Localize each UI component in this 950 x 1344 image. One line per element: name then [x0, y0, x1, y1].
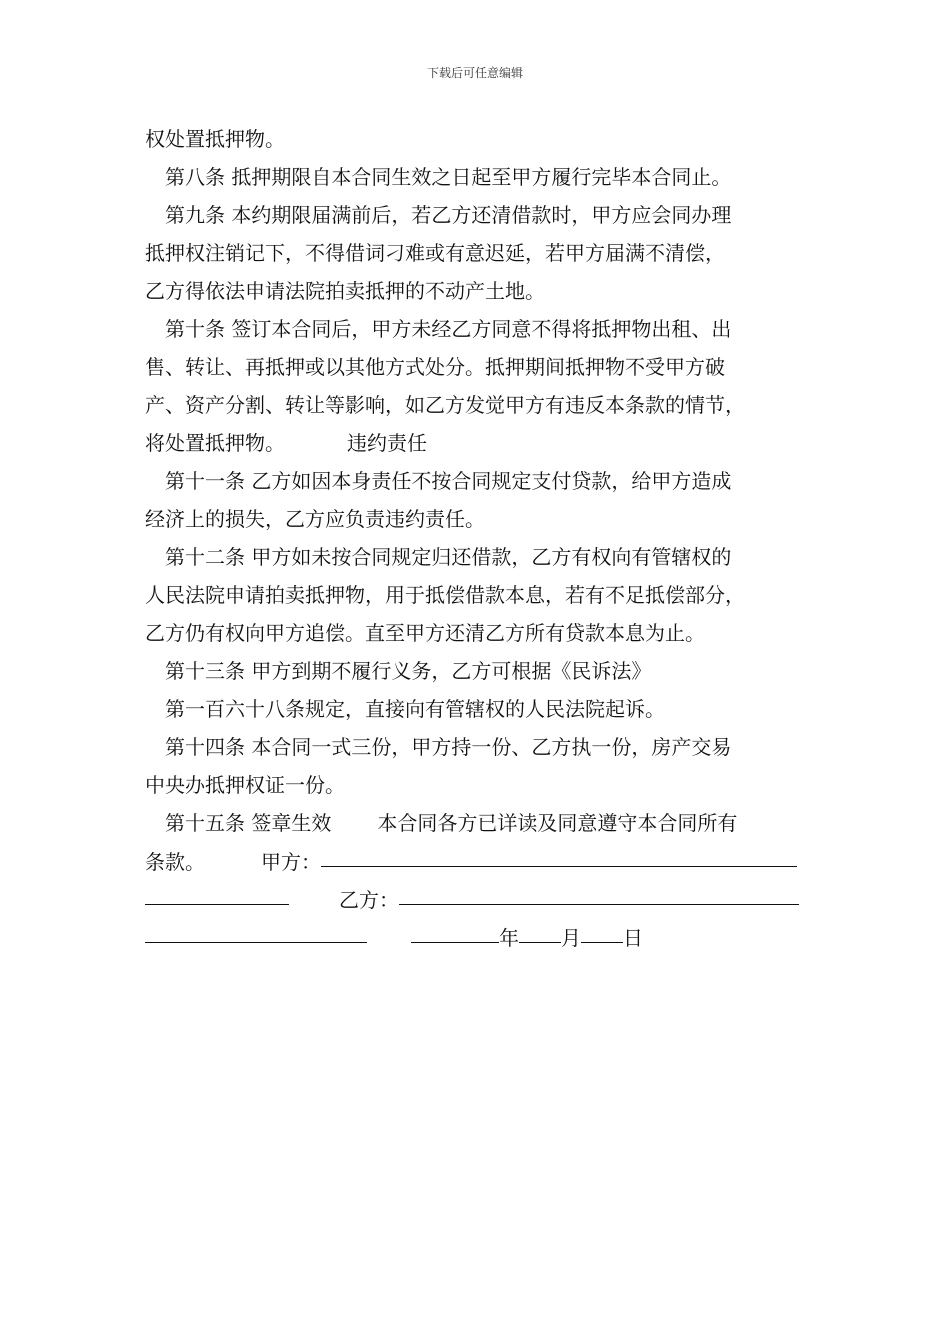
- month-blank: [519, 916, 561, 943]
- party-b-label: 乙方：: [339, 888, 399, 912]
- article-12: 第十二条 甲方如未按合同规定归还借款，乙方有权向有管辖权的: [165, 545, 732, 569]
- year-label: 年: [499, 926, 519, 950]
- text-line: 乙方得依法申请法院拍卖抵押的不动产土地。: [145, 279, 545, 303]
- party-b-blank: [399, 878, 799, 905]
- document-body: [145, 120, 825, 956]
- article-13: 第十三条 甲方到期不履行义务，乙方可根据《民诉法》: [165, 659, 652, 683]
- article-8: 第八条 抵押期限自本合同生效之日起至甲方履行完毕本合同止。: [165, 165, 732, 189]
- section-heading-breach: 违约责任: [347, 431, 427, 455]
- text-segment: 第十五条 签章生效: [165, 811, 332, 835]
- signature-line-party-a: [145, 842, 825, 880]
- day-label: 日: [623, 926, 643, 950]
- text-line: 人民法院申请拍卖抵押物，用于抵偿借款本息，若有不足抵偿部分，: [145, 583, 745, 607]
- party-b-blank-continued: [145, 916, 367, 943]
- text-line: [145, 424, 825, 462]
- month-label: 月: [561, 926, 581, 950]
- day-blank: [581, 916, 623, 943]
- text-segment: 条款。: [145, 850, 205, 874]
- article-9: 第九条 本约期限届满前后，若乙方还清借款时，甲方应会同办理: [165, 203, 732, 227]
- text-line: 抵押权注销记下，不得借词刁难或有意迟延，若甲方届满不清偿，: [145, 241, 725, 265]
- text-line: 第一百六十八条规定，直接向有管辖权的人民法院起诉。: [165, 697, 665, 721]
- text-line: 权处置抵押物。: [145, 127, 285, 151]
- text-line: 经济上的损失，乙方应负责违约责任。: [145, 507, 485, 531]
- signature-line-party-b: [145, 880, 825, 918]
- party-a-blank-continued: [145, 878, 289, 905]
- article-11: 第十一条 乙方如因本身责任不按合同规定支付贷款，给甲方造成: [165, 469, 732, 493]
- text-line: 中央办抵押权证一份。: [145, 773, 345, 797]
- text-line: 售、转让、再抵押或以其他方式处分。抵押期间抵押物不受甲方破: [145, 355, 725, 379]
- party-a-blank: [321, 840, 797, 867]
- article-14: 第十四条 本合同一式三份，甲方持一份、乙方执一份，房产交易: [165, 735, 732, 759]
- article-15: [145, 804, 825, 842]
- date-line: [145, 918, 825, 956]
- text-line: 产、资产分割、转让等影响，如乙方发觉甲方有违反本条款的情节，: [145, 393, 745, 417]
- page-header: 下载后可任意编辑: [426, 66, 523, 80]
- year-blank: [411, 916, 499, 943]
- text-segment: 将处置抵押物。: [145, 431, 285, 455]
- text-segment: 本合同各方已详读及同意遵守本合同所有: [377, 811, 738, 835]
- party-a-label: 甲方：: [261, 850, 321, 874]
- article-10: 第十条 签订本合同后，甲方未经乙方同意不得将抵押物出租、出: [165, 317, 732, 341]
- text-line: 乙方仍有权向甲方追偿。直至甲方还清乙方所有贷款本息为止。: [145, 621, 705, 645]
